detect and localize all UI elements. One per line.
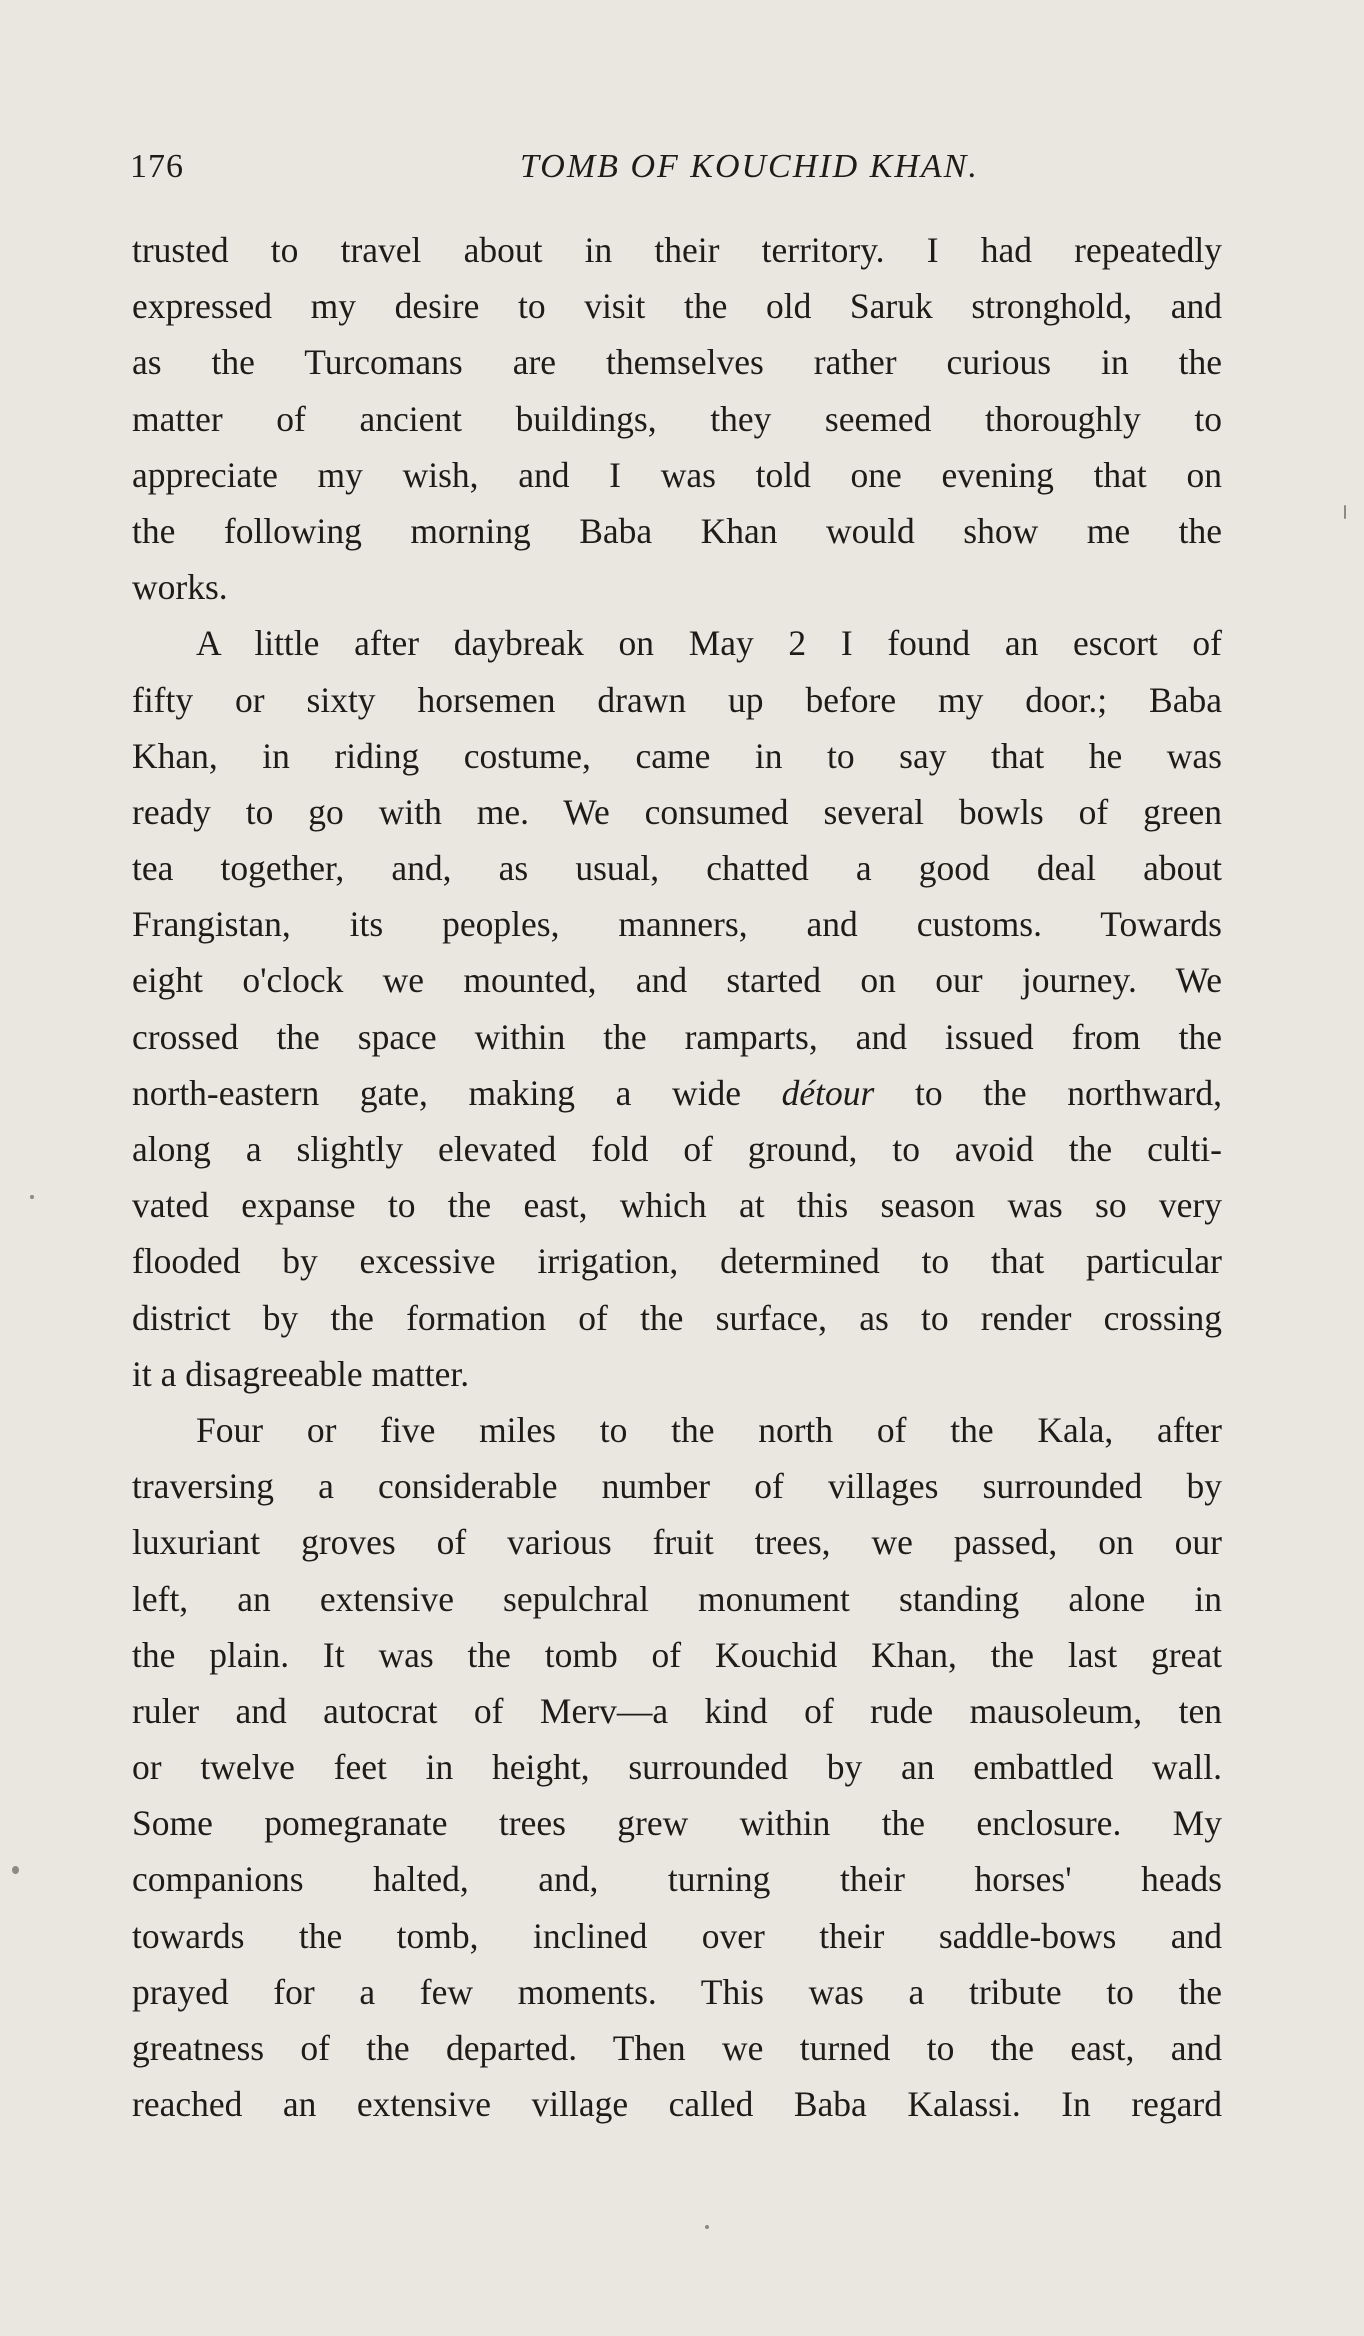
italic-word: détour: [781, 1072, 875, 1113]
line-segment: north-eastern gate, making a wide: [132, 1072, 782, 1113]
text-line: prayed for a few moments. This was a tribute to the: [132, 1971, 1222, 2012]
page-number: 176: [130, 148, 184, 185]
text-line: as the Turcomans are themselves rather curious in the: [132, 342, 1222, 383]
text-line-with-italic: [132, 1065, 1222, 1121]
text-line: companions halted, and, turning their horses' heads: [132, 1859, 1222, 1900]
text-line: towards the tomb, inclined over their saddle-bows and: [132, 1915, 1222, 1956]
line-segment: to the northward,: [874, 1072, 1222, 1113]
text-line: flooded by excessive irrigation, determined to that particular: [132, 1241, 1222, 1282]
body-text: [132, 222, 1222, 2132]
text-line: vated expanse to the east, which at this season was so very: [132, 1185, 1222, 1226]
text-line: trusted to travel about in their territory. I had repeatedly: [132, 230, 1222, 270]
text-line: tea together, and, as usual, chatted a good deal about: [132, 848, 1222, 889]
text-line: Some pomegranate trees grew within the enclosure. My: [132, 1803, 1222, 1844]
page-header: [130, 140, 1225, 200]
text-line: along a slightly elevated fold of ground, to avoid the culti-: [132, 1129, 1222, 1169]
text-line: eight o'clock we mounted, and started on our journey. We: [132, 960, 1222, 1001]
paragraph-start-line: Four or five miles to the north of the Kala, after: [196, 1409, 1222, 1450]
paper-speck: [1344, 505, 1346, 519]
paragraph-end-line: it a disagreeable matter.: [132, 1353, 470, 1394]
running-head: TOMB OF KOUCHID KHAN.: [520, 148, 979, 185]
text-line: ready to go with me. We consumed several bowls of green: [132, 791, 1222, 832]
text-line: luxuriant groves of various fruit trees, we passed, on our: [132, 1522, 1222, 1563]
paper-speck: [30, 1195, 34, 1199]
text-line: traversing a considerable number of villages surrounded by: [132, 1466, 1222, 1507]
text-line: appreciate my wish, and I was told one evening that on: [132, 454, 1222, 495]
text-line: matter of ancient buildings, they seemed thoroughly to: [132, 398, 1222, 439]
paper-speck: [12, 1866, 19, 1874]
paper-speck: [705, 2225, 709, 2229]
text-line: the following morning Baba Khan would show me the: [132, 510, 1222, 551]
text-line: Frangistan, its peoples, manners, and customs. Towards: [132, 904, 1222, 945]
paragraph-start-line: A little after daybreak on May 2 I found an escort of: [196, 623, 1222, 664]
text-line: or twelve feet in height, surrounded by an embattled wall.: [132, 1747, 1222, 1788]
text-line: fifty or sixty horsemen drawn up before my door.; Baba: [132, 679, 1222, 720]
text-line: left, an extensive sepulchral monument standing alone in: [132, 1578, 1222, 1619]
text-line: ruler and autocrat of Merv—a kind of rude mausoleum, ten: [132, 1690, 1222, 1731]
text-line: district by the formation of the surface, as to render crossing: [132, 1297, 1222, 1338]
text-line: reached an extensive village called Baba Kalassi. In regard: [132, 2084, 1222, 2125]
text-line: the plain. It was the tomb of Kouchid Khan, the last great: [132, 1634, 1222, 1675]
text-line: expressed my desire to visit the old Saruk stronghold, and: [132, 286, 1222, 327]
text-line: Khan, in riding costume, came in to say that he was: [132, 735, 1222, 776]
text-line: greatness of the departed. Then we turned to the east, and: [132, 2028, 1222, 2068]
text-line: crossed the space within the ramparts, and issued from the: [132, 1016, 1222, 1057]
paragraph-end-line: works.: [132, 567, 228, 608]
